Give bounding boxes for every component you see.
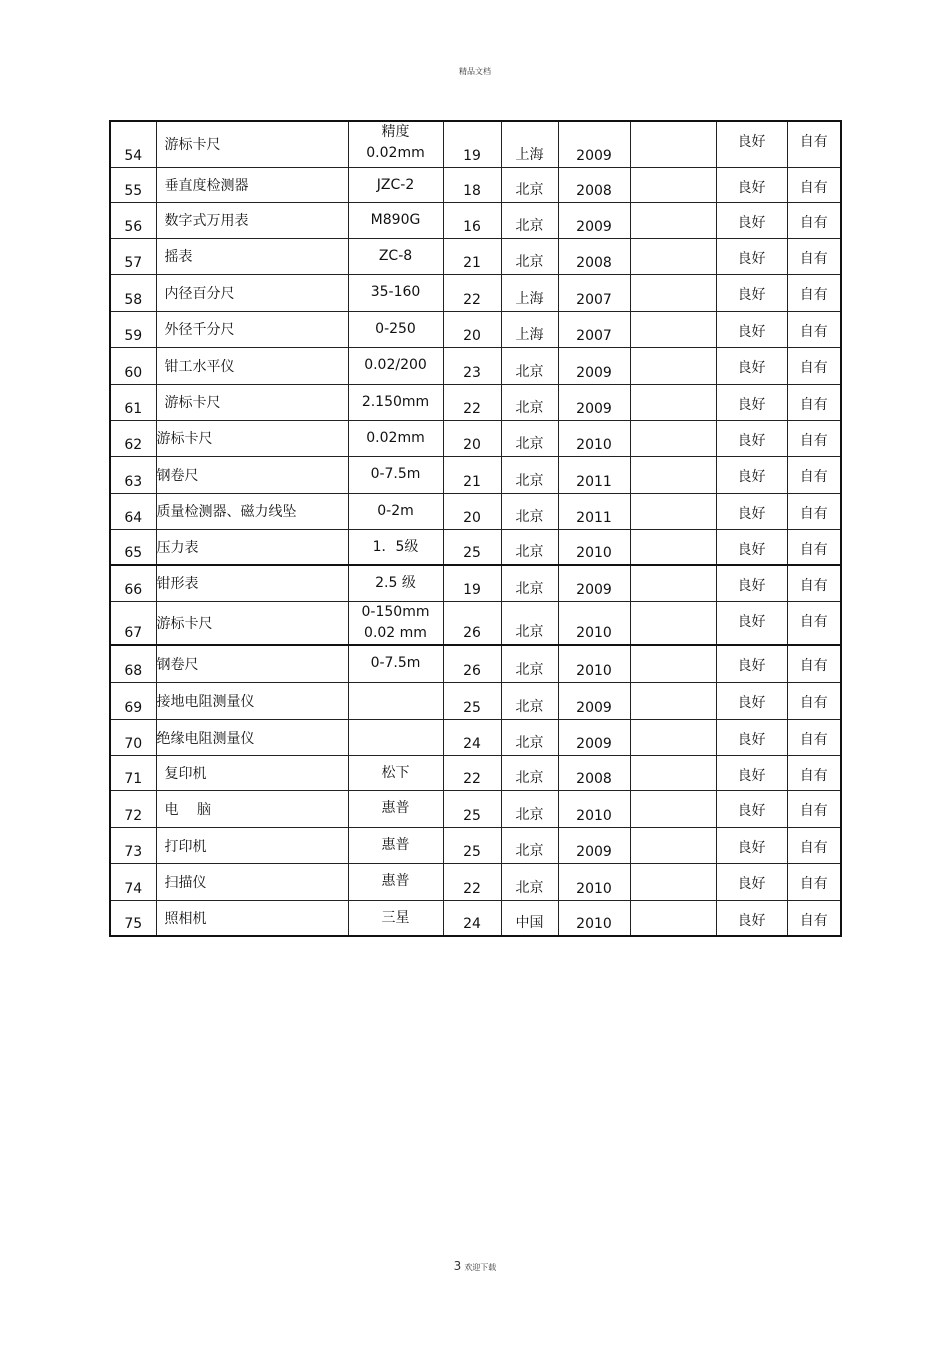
item-origin: 北京 bbox=[501, 238, 558, 274]
item-origin: 中国 bbox=[501, 901, 558, 936]
item-ownership: 自有 bbox=[787, 493, 841, 529]
item-status: 良好 bbox=[716, 311, 787, 347]
item-origin: 北京 bbox=[501, 864, 558, 901]
item-name: 复印机 bbox=[156, 756, 348, 791]
item-spec-line: 2.5 级 bbox=[375, 575, 416, 591]
table-row bbox=[110, 683, 841, 720]
table-row bbox=[110, 565, 841, 601]
item-spec-line: 1．5级 bbox=[372, 538, 419, 555]
item-quantity: 20 bbox=[443, 420, 501, 456]
item-spec bbox=[348, 121, 443, 167]
item-quantity: 21 bbox=[443, 238, 501, 274]
item-ownership: 自有 bbox=[787, 456, 841, 493]
item-status: 良好 bbox=[716, 121, 787, 167]
item-number: 58 bbox=[110, 274, 156, 311]
item-spec-line: 0-7.5m bbox=[370, 465, 421, 482]
item-blank bbox=[630, 274, 716, 311]
item-blank bbox=[630, 529, 716, 565]
item-quantity: 22 bbox=[443, 384, 501, 420]
item-blank bbox=[630, 864, 716, 901]
item-spec bbox=[348, 456, 443, 493]
item-number: 74 bbox=[110, 864, 156, 901]
item-status: 良好 bbox=[716, 645, 787, 683]
item-year: 2010 bbox=[558, 864, 630, 901]
item-blank bbox=[630, 828, 716, 864]
item-status: 良好 bbox=[716, 202, 787, 238]
item-name: 压力表 bbox=[156, 529, 348, 565]
item-status: 良好 bbox=[716, 791, 787, 828]
item-spec-line: 精度 bbox=[381, 124, 410, 140]
item-spec-line: 惠普 bbox=[381, 837, 410, 853]
table-body bbox=[110, 121, 841, 936]
table-row bbox=[110, 720, 841, 756]
item-name: 钢卷尺 bbox=[156, 645, 348, 683]
table-row bbox=[110, 347, 841, 384]
item-spec bbox=[348, 683, 443, 720]
item-name: 质量检测器、磁力线坠 bbox=[156, 493, 348, 529]
item-year: 2007 bbox=[558, 311, 630, 347]
item-spec-line: 惠普 bbox=[381, 800, 410, 816]
table-row bbox=[110, 274, 841, 311]
equipment-table bbox=[109, 120, 842, 937]
table-row bbox=[110, 493, 841, 529]
item-spec-line: 0.02mm bbox=[366, 429, 425, 446]
item-number: 54 bbox=[110, 121, 156, 167]
item-ownership: 自有 bbox=[787, 347, 841, 384]
item-status: 良好 bbox=[716, 565, 787, 601]
item-year: 2010 bbox=[558, 901, 630, 936]
item-blank bbox=[630, 311, 716, 347]
item-origin: 北京 bbox=[501, 720, 558, 756]
item-status: 良好 bbox=[716, 601, 787, 645]
item-quantity: 22 bbox=[443, 864, 501, 901]
item-origin: 北京 bbox=[501, 565, 558, 601]
item-spec-line: 0-2m bbox=[377, 502, 414, 519]
item-ownership: 自有 bbox=[787, 720, 841, 756]
item-ownership: 自有 bbox=[787, 311, 841, 347]
item-number: 73 bbox=[110, 828, 156, 864]
item-ownership: 自有 bbox=[787, 121, 841, 167]
table-row bbox=[110, 167, 841, 202]
table-row bbox=[110, 901, 841, 936]
item-spec bbox=[348, 565, 443, 601]
item-year: 2010 bbox=[558, 601, 630, 645]
item-spec-line: 0.02 mm bbox=[364, 624, 427, 641]
item-spec-line: 0.02/200 bbox=[364, 356, 427, 373]
item-blank bbox=[630, 565, 716, 601]
item-ownership: 自有 bbox=[787, 901, 841, 936]
item-quantity: 23 bbox=[443, 347, 501, 384]
item-origin: 北京 bbox=[501, 828, 558, 864]
footer-text: 欢迎下载 bbox=[464, 1263, 497, 1272]
item-number: 64 bbox=[110, 493, 156, 529]
item-year: 2008 bbox=[558, 756, 630, 791]
item-status: 良好 bbox=[716, 347, 787, 384]
item-number: 65 bbox=[110, 529, 156, 565]
item-blank bbox=[630, 456, 716, 493]
item-name: 钳工水平仪 bbox=[156, 347, 348, 384]
item-spec-line: 松下 bbox=[381, 765, 410, 781]
item-name: 垂直度检测器 bbox=[156, 167, 348, 202]
item-blank bbox=[630, 901, 716, 936]
item-blank bbox=[630, 420, 716, 456]
item-year: 2009 bbox=[558, 828, 630, 864]
item-name: 接地电阻测量仪 bbox=[156, 683, 348, 720]
item-ownership: 自有 bbox=[787, 864, 841, 901]
item-origin: 北京 bbox=[501, 529, 558, 565]
item-number: 61 bbox=[110, 384, 156, 420]
item-year: 2009 bbox=[558, 202, 630, 238]
item-status: 良好 bbox=[716, 828, 787, 864]
header-note: 精品文档 bbox=[459, 67, 491, 76]
table-row bbox=[110, 529, 841, 565]
table-row bbox=[110, 645, 841, 683]
item-ownership: 自有 bbox=[787, 238, 841, 274]
item-year: 2011 bbox=[558, 493, 630, 529]
item-status: 良好 bbox=[716, 901, 787, 936]
item-ownership: 自有 bbox=[787, 645, 841, 683]
table-row bbox=[110, 864, 841, 901]
item-status: 良好 bbox=[716, 420, 787, 456]
item-year: 2008 bbox=[558, 238, 630, 274]
item-ownership: 自有 bbox=[787, 601, 841, 645]
item-spec bbox=[348, 791, 443, 828]
item-status: 良好 bbox=[716, 238, 787, 274]
item-origin: 北京 bbox=[501, 347, 558, 384]
item-quantity: 20 bbox=[443, 311, 501, 347]
table-row bbox=[110, 456, 841, 493]
item-year: 2009 bbox=[558, 347, 630, 384]
table-row bbox=[110, 420, 841, 456]
item-status: 良好 bbox=[716, 456, 787, 493]
item-spec bbox=[348, 202, 443, 238]
item-spec-line: 35-160 bbox=[370, 283, 421, 300]
item-quantity: 26 bbox=[443, 645, 501, 683]
item-status: 良好 bbox=[716, 167, 787, 202]
item-quantity: 16 bbox=[443, 202, 501, 238]
item-name: 钳形表 bbox=[156, 565, 348, 601]
item-status: 良好 bbox=[716, 384, 787, 420]
item-name: 游标卡尺 bbox=[156, 384, 348, 420]
item-name: 内径百分尺 bbox=[156, 274, 348, 311]
item-spec-line: M890G bbox=[370, 211, 421, 228]
item-name: 外径千分尺 bbox=[156, 311, 348, 347]
item-quantity: 19 bbox=[443, 121, 501, 167]
item-quantity: 22 bbox=[443, 274, 501, 311]
item-status: 良好 bbox=[716, 864, 787, 901]
item-origin: 北京 bbox=[501, 167, 558, 202]
item-spec bbox=[348, 529, 443, 565]
item-spec bbox=[348, 347, 443, 384]
item-blank bbox=[630, 121, 716, 167]
item-name: 绝缘电阻测量仪 bbox=[156, 720, 348, 756]
item-spec bbox=[348, 901, 443, 936]
item-blank bbox=[630, 601, 716, 645]
item-name: 数字式万用表 bbox=[156, 202, 348, 238]
item-origin: 北京 bbox=[501, 645, 558, 683]
item-spec bbox=[348, 311, 443, 347]
item-name: 钢卷尺 bbox=[156, 456, 348, 493]
item-blank bbox=[630, 493, 716, 529]
item-blank bbox=[630, 683, 716, 720]
item-number: 66 bbox=[110, 565, 156, 601]
item-blank bbox=[630, 167, 716, 202]
item-spec-line: 0-150mm bbox=[361, 603, 430, 620]
item-status: 良好 bbox=[716, 756, 787, 791]
table-row bbox=[110, 828, 841, 864]
item-number: 60 bbox=[110, 347, 156, 384]
item-number: 71 bbox=[110, 756, 156, 791]
item-quantity: 26 bbox=[443, 601, 501, 645]
item-quantity: 21 bbox=[443, 456, 501, 493]
page-footer bbox=[0, 1259, 950, 1273]
item-blank bbox=[630, 756, 716, 791]
item-number: 55 bbox=[110, 167, 156, 202]
item-ownership: 自有 bbox=[787, 683, 841, 720]
item-quantity: 20 bbox=[443, 493, 501, 529]
item-number: 57 bbox=[110, 238, 156, 274]
item-spec bbox=[348, 828, 443, 864]
item-origin: 北京 bbox=[501, 756, 558, 791]
item-name: 摇表 bbox=[156, 238, 348, 274]
table-row bbox=[110, 791, 841, 828]
item-blank bbox=[630, 645, 716, 683]
item-ownership: 自有 bbox=[787, 529, 841, 565]
item-number: 56 bbox=[110, 202, 156, 238]
item-name: 游标卡尺 bbox=[156, 121, 348, 167]
item-ownership: 自有 bbox=[787, 791, 841, 828]
item-spec bbox=[348, 274, 443, 311]
item-status: 良好 bbox=[716, 720, 787, 756]
item-origin: 北京 bbox=[501, 384, 558, 420]
item-number: 69 bbox=[110, 683, 156, 720]
item-number: 68 bbox=[110, 645, 156, 683]
item-number: 59 bbox=[110, 311, 156, 347]
item-spec bbox=[348, 864, 443, 901]
table-row bbox=[110, 121, 841, 167]
item-year: 2008 bbox=[558, 167, 630, 202]
item-year: 2009 bbox=[558, 720, 630, 756]
item-quantity: 25 bbox=[443, 791, 501, 828]
item-year: 2009 bbox=[558, 683, 630, 720]
item-number: 63 bbox=[110, 456, 156, 493]
item-origin: 北京 bbox=[501, 420, 558, 456]
item-ownership: 自有 bbox=[787, 384, 841, 420]
item-name: 打印机 bbox=[156, 828, 348, 864]
item-origin: 北京 bbox=[501, 791, 558, 828]
item-spec-line: ZC-8 bbox=[378, 247, 413, 264]
item-name: 电 脑 bbox=[156, 791, 348, 828]
item-blank bbox=[630, 791, 716, 828]
item-number: 70 bbox=[110, 720, 156, 756]
item-number: 67 bbox=[110, 601, 156, 645]
item-spec bbox=[348, 384, 443, 420]
item-year: 2010 bbox=[558, 420, 630, 456]
item-quantity: 25 bbox=[443, 828, 501, 864]
item-spec bbox=[348, 420, 443, 456]
item-quantity: 24 bbox=[443, 720, 501, 756]
item-blank bbox=[630, 384, 716, 420]
item-spec bbox=[348, 601, 443, 645]
item-origin: 北京 bbox=[501, 601, 558, 645]
item-status: 良好 bbox=[716, 274, 787, 311]
table-row bbox=[110, 384, 841, 420]
item-spec bbox=[348, 493, 443, 529]
item-ownership: 自有 bbox=[787, 756, 841, 791]
item-origin: 北京 bbox=[501, 493, 558, 529]
item-blank bbox=[630, 202, 716, 238]
item-number: 72 bbox=[110, 791, 156, 828]
item-ownership: 自有 bbox=[787, 420, 841, 456]
item-quantity: 22 bbox=[443, 756, 501, 791]
item-spec-line: 2.150mm bbox=[361, 393, 430, 410]
table-row bbox=[110, 601, 841, 645]
item-year: 2011 bbox=[558, 456, 630, 493]
item-year: 2007 bbox=[558, 274, 630, 311]
item-blank bbox=[630, 238, 716, 274]
item-spec-line: 0.02mm bbox=[366, 145, 425, 161]
item-year: 2010 bbox=[558, 645, 630, 683]
item-number: 75 bbox=[110, 901, 156, 936]
table-row bbox=[110, 756, 841, 791]
item-spec bbox=[348, 645, 443, 683]
item-status: 良好 bbox=[716, 529, 787, 565]
table-row bbox=[110, 238, 841, 274]
item-spec bbox=[348, 167, 443, 202]
item-spec-line: 0-250 bbox=[375, 320, 416, 337]
item-spec bbox=[348, 756, 443, 791]
item-year: 2009 bbox=[558, 121, 630, 167]
item-blank bbox=[630, 720, 716, 756]
table-row bbox=[110, 311, 841, 347]
item-quantity: 24 bbox=[443, 901, 501, 936]
item-quantity: 19 bbox=[443, 565, 501, 601]
item-year: 2010 bbox=[558, 791, 630, 828]
item-origin: 上海 bbox=[501, 121, 558, 167]
item-ownership: 自有 bbox=[787, 565, 841, 601]
page-number: 3 bbox=[453, 1259, 462, 1273]
item-spec bbox=[348, 238, 443, 274]
item-ownership: 自有 bbox=[787, 202, 841, 238]
item-spec-line: 惠普 bbox=[381, 873, 410, 889]
item-year: 2009 bbox=[558, 565, 630, 601]
item-spec-line: JZC-2 bbox=[376, 176, 415, 193]
item-spec-line: 三星 bbox=[381, 910, 410, 926]
table-row bbox=[110, 202, 841, 238]
item-number: 62 bbox=[110, 420, 156, 456]
item-origin: 北京 bbox=[501, 456, 558, 493]
item-origin: 上海 bbox=[501, 311, 558, 347]
item-origin: 北京 bbox=[501, 683, 558, 720]
item-name: 游标卡尺 bbox=[156, 601, 348, 645]
item-blank bbox=[630, 347, 716, 384]
item-quantity: 25 bbox=[443, 683, 501, 720]
item-status: 良好 bbox=[716, 493, 787, 529]
item-spec bbox=[348, 720, 443, 756]
item-name: 扫描仪 bbox=[156, 864, 348, 901]
item-spec-line: 0-7.5m bbox=[370, 654, 421, 671]
item-year: 2010 bbox=[558, 529, 630, 565]
item-name: 照相机 bbox=[156, 901, 348, 936]
item-name: 游标卡尺 bbox=[156, 420, 348, 456]
item-ownership: 自有 bbox=[787, 828, 841, 864]
item-year: 2009 bbox=[558, 384, 630, 420]
item-ownership: 自有 bbox=[787, 167, 841, 202]
item-status: 良好 bbox=[716, 683, 787, 720]
item-origin: 上海 bbox=[501, 274, 558, 311]
item-ownership: 自有 bbox=[787, 274, 841, 311]
item-origin: 北京 bbox=[501, 202, 558, 238]
item-quantity: 18 bbox=[443, 167, 501, 202]
item-quantity: 25 bbox=[443, 529, 501, 565]
